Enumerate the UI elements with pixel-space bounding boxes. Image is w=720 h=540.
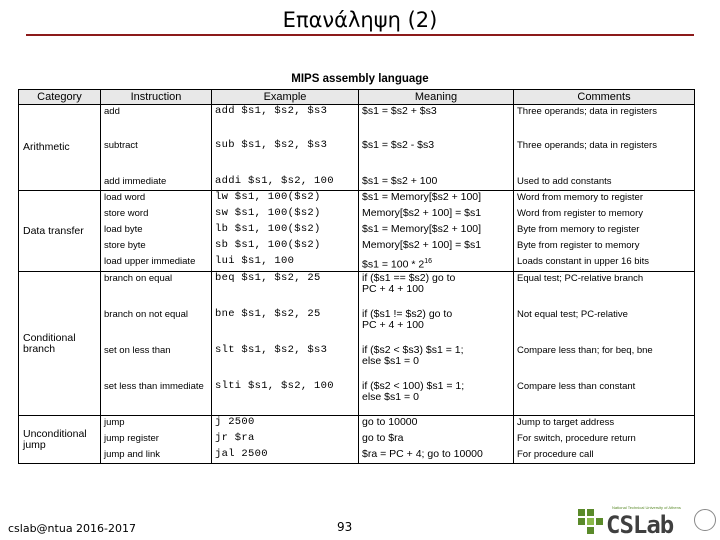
meaning-line: if ($s1 != $s2) go to — [362, 307, 453, 320]
example-cell: add $s1, $s2, $s3 — [212, 105, 359, 139]
example-cell: slti $s1, $s2, 100 — [212, 380, 359, 416]
table-row — [19, 344, 695, 380]
comments-cell: Equal test; PC-relative branch — [514, 272, 695, 308]
instruction-cell: load word — [101, 191, 212, 207]
example-cell: sb $s1, 100($s2) — [212, 239, 359, 255]
comments-cell: Three operands; data in registers — [514, 139, 695, 175]
meaning-cell — [359, 207, 514, 223]
comments-cell: Not equal test; PC-relative — [514, 308, 695, 344]
meaning-line: if ($s1 == $s2) go to — [362, 272, 456, 284]
category-cell: Data transfer — [19, 191, 101, 272]
table-row — [19, 255, 695, 272]
example-cell: beq $s1, $s2, 25 — [212, 272, 359, 308]
meaning-cell — [359, 105, 514, 139]
meaning-cell — [359, 191, 514, 207]
meaning-cell — [359, 432, 514, 448]
title-rule — [26, 34, 694, 36]
comments-cell: Jump to target address — [514, 416, 695, 432]
header-meaning: Meaning — [359, 90, 514, 105]
meaning-cell — [359, 380, 514, 416]
table-row — [19, 448, 695, 464]
meaning-line-2: else $s1 = 0 — [362, 390, 419, 403]
table-row — [19, 416, 695, 432]
header-comments: Comments — [514, 90, 695, 105]
university-seal-icon — [694, 509, 716, 531]
header-example: Example — [212, 90, 359, 105]
comments-cell: Word from memory to register — [514, 191, 695, 207]
instruction-cell: branch on equal — [101, 272, 212, 308]
header-row — [19, 90, 695, 105]
table-row — [19, 207, 695, 223]
mips-table — [18, 89, 695, 464]
category-cell: Unconditional jump — [19, 416, 101, 464]
meaning-line-2: else $s1 = 0 — [362, 354, 419, 367]
comments-cell: For procedure call — [514, 448, 695, 464]
meaning-line: $s1 = $s2 + 100 — [362, 174, 438, 187]
example-cell: lb $s1, 100($s2) — [212, 223, 359, 239]
logo-squares-icon — [578, 509, 604, 535]
header-category: Category — [19, 90, 101, 105]
slide-title: Επανάληψη (2) — [282, 8, 438, 32]
comments-cell: Used to add constants — [514, 175, 695, 191]
instruction-cell: add immediate — [101, 175, 212, 191]
category-cell: Conditional branch — [19, 272, 101, 416]
table-row — [19, 105, 695, 139]
page-number: 93 — [337, 520, 353, 534]
meaning-cell — [359, 139, 514, 175]
meaning-line: $ra = PC + 4; go to 10000 — [362, 447, 483, 460]
meaning-cell — [359, 255, 514, 272]
table-row — [19, 239, 695, 255]
meaning-line: $s1 = Memory[$s2 + 100] — [362, 222, 482, 235]
instruction-cell: subtract — [101, 139, 212, 175]
instruction-cell: jump register — [101, 432, 212, 448]
meaning-line: if ($s2 < 100) $s1 = 1; — [362, 379, 465, 392]
meaning-cell — [359, 308, 514, 344]
meaning-line: $s1 = Memory[$s2 + 100] — [362, 191, 482, 203]
example-cell: slt $s1, $s2, $s3 — [212, 344, 359, 380]
meaning-line: $s1 = $s2 + $s3 — [362, 105, 437, 117]
meaning-line-2: PC + 4 + 100 — [362, 283, 424, 295]
example-cell: lw $s1, 100($s2) — [212, 191, 359, 207]
instruction-cell: jump — [101, 416, 212, 432]
instruction-cell: load byte — [101, 223, 212, 239]
comments-cell: Loads constant in upper 16 bits — [514, 255, 695, 272]
instruction-cell: store byte — [101, 239, 212, 255]
comments-cell: Byte from register to memory — [514, 239, 695, 255]
table-row — [19, 223, 695, 239]
logo-text: CSLab — [606, 511, 674, 539]
instruction-cell: set on less than — [101, 344, 212, 380]
example-cell: addi $s1, $s2, 100 — [212, 175, 359, 191]
table-title: MIPS assembly language — [291, 73, 429, 85]
meaning-cell — [359, 416, 514, 432]
comments-cell: Compare less than constant — [514, 380, 695, 416]
footer-text: cslab@ntua 2016-2017 — [8, 522, 137, 535]
comments-cell: Compare less than; for beq, bne — [514, 344, 695, 380]
meaning-superscript: 16 — [424, 257, 432, 265]
instruction-cell: jump and link — [101, 448, 212, 464]
comments-cell: Three operands; data in registers — [514, 105, 695, 139]
meaning-line-2: PC + 4 + 100 — [362, 318, 424, 331]
meaning-cell — [359, 272, 514, 308]
example-cell: bne $s1, $s2, 25 — [212, 308, 359, 344]
logo-subtitle: National Technical University of Athens — [612, 505, 681, 510]
meaning-cell — [359, 344, 514, 380]
meaning-line: go to $ra — [362, 431, 404, 444]
meaning-line: $s1 = 100 * 2 — [362, 258, 425, 270]
table-row — [19, 175, 695, 191]
meaning-line: Memory[$s2 + 100] = $s1 — [362, 238, 482, 251]
meaning-line: $s1 = $s2 - $s3 — [362, 138, 435, 151]
meaning-cell — [359, 448, 514, 464]
table-row — [19, 380, 695, 416]
meaning-cell — [359, 223, 514, 239]
meaning-line: go to 10000 — [362, 416, 418, 428]
meaning-cell — [359, 239, 514, 255]
example-cell: jr $ra — [212, 432, 359, 448]
instruction-cell: add — [101, 105, 212, 139]
meaning-line: if ($s2 < $s3) $s1 = 1; — [362, 343, 464, 356]
comments-cell: For switch, procedure return — [514, 432, 695, 448]
example-cell: jal 2500 — [212, 448, 359, 464]
example-cell: j 2500 — [212, 416, 359, 432]
table-row — [19, 308, 695, 344]
example-cell: sw $s1, 100($s2) — [212, 207, 359, 223]
comments-cell: Word from register to memory — [514, 207, 695, 223]
example-cell: sub $s1, $s2, $s3 — [212, 139, 359, 175]
table-row — [19, 432, 695, 448]
cslab-logo — [578, 505, 718, 539]
header-instruction: Instruction — [101, 90, 212, 105]
meaning-line: Memory[$s2 + 100] = $s1 — [362, 206, 482, 219]
instruction-cell: branch on not equal — [101, 308, 212, 344]
table-row — [19, 191, 695, 207]
comments-cell: Byte from memory to register — [514, 223, 695, 239]
table-body — [19, 105, 695, 464]
instruction-cell: load upper immediate — [101, 255, 212, 272]
table-row — [19, 272, 695, 308]
instruction-cell: set less than immediate — [101, 380, 212, 416]
instruction-cell: store word — [101, 207, 212, 223]
example-cell: lui $s1, 100 — [212, 255, 359, 272]
meaning-cell — [359, 175, 514, 191]
category-cell: Arithmetic — [19, 105, 101, 191]
table-row — [19, 139, 695, 175]
